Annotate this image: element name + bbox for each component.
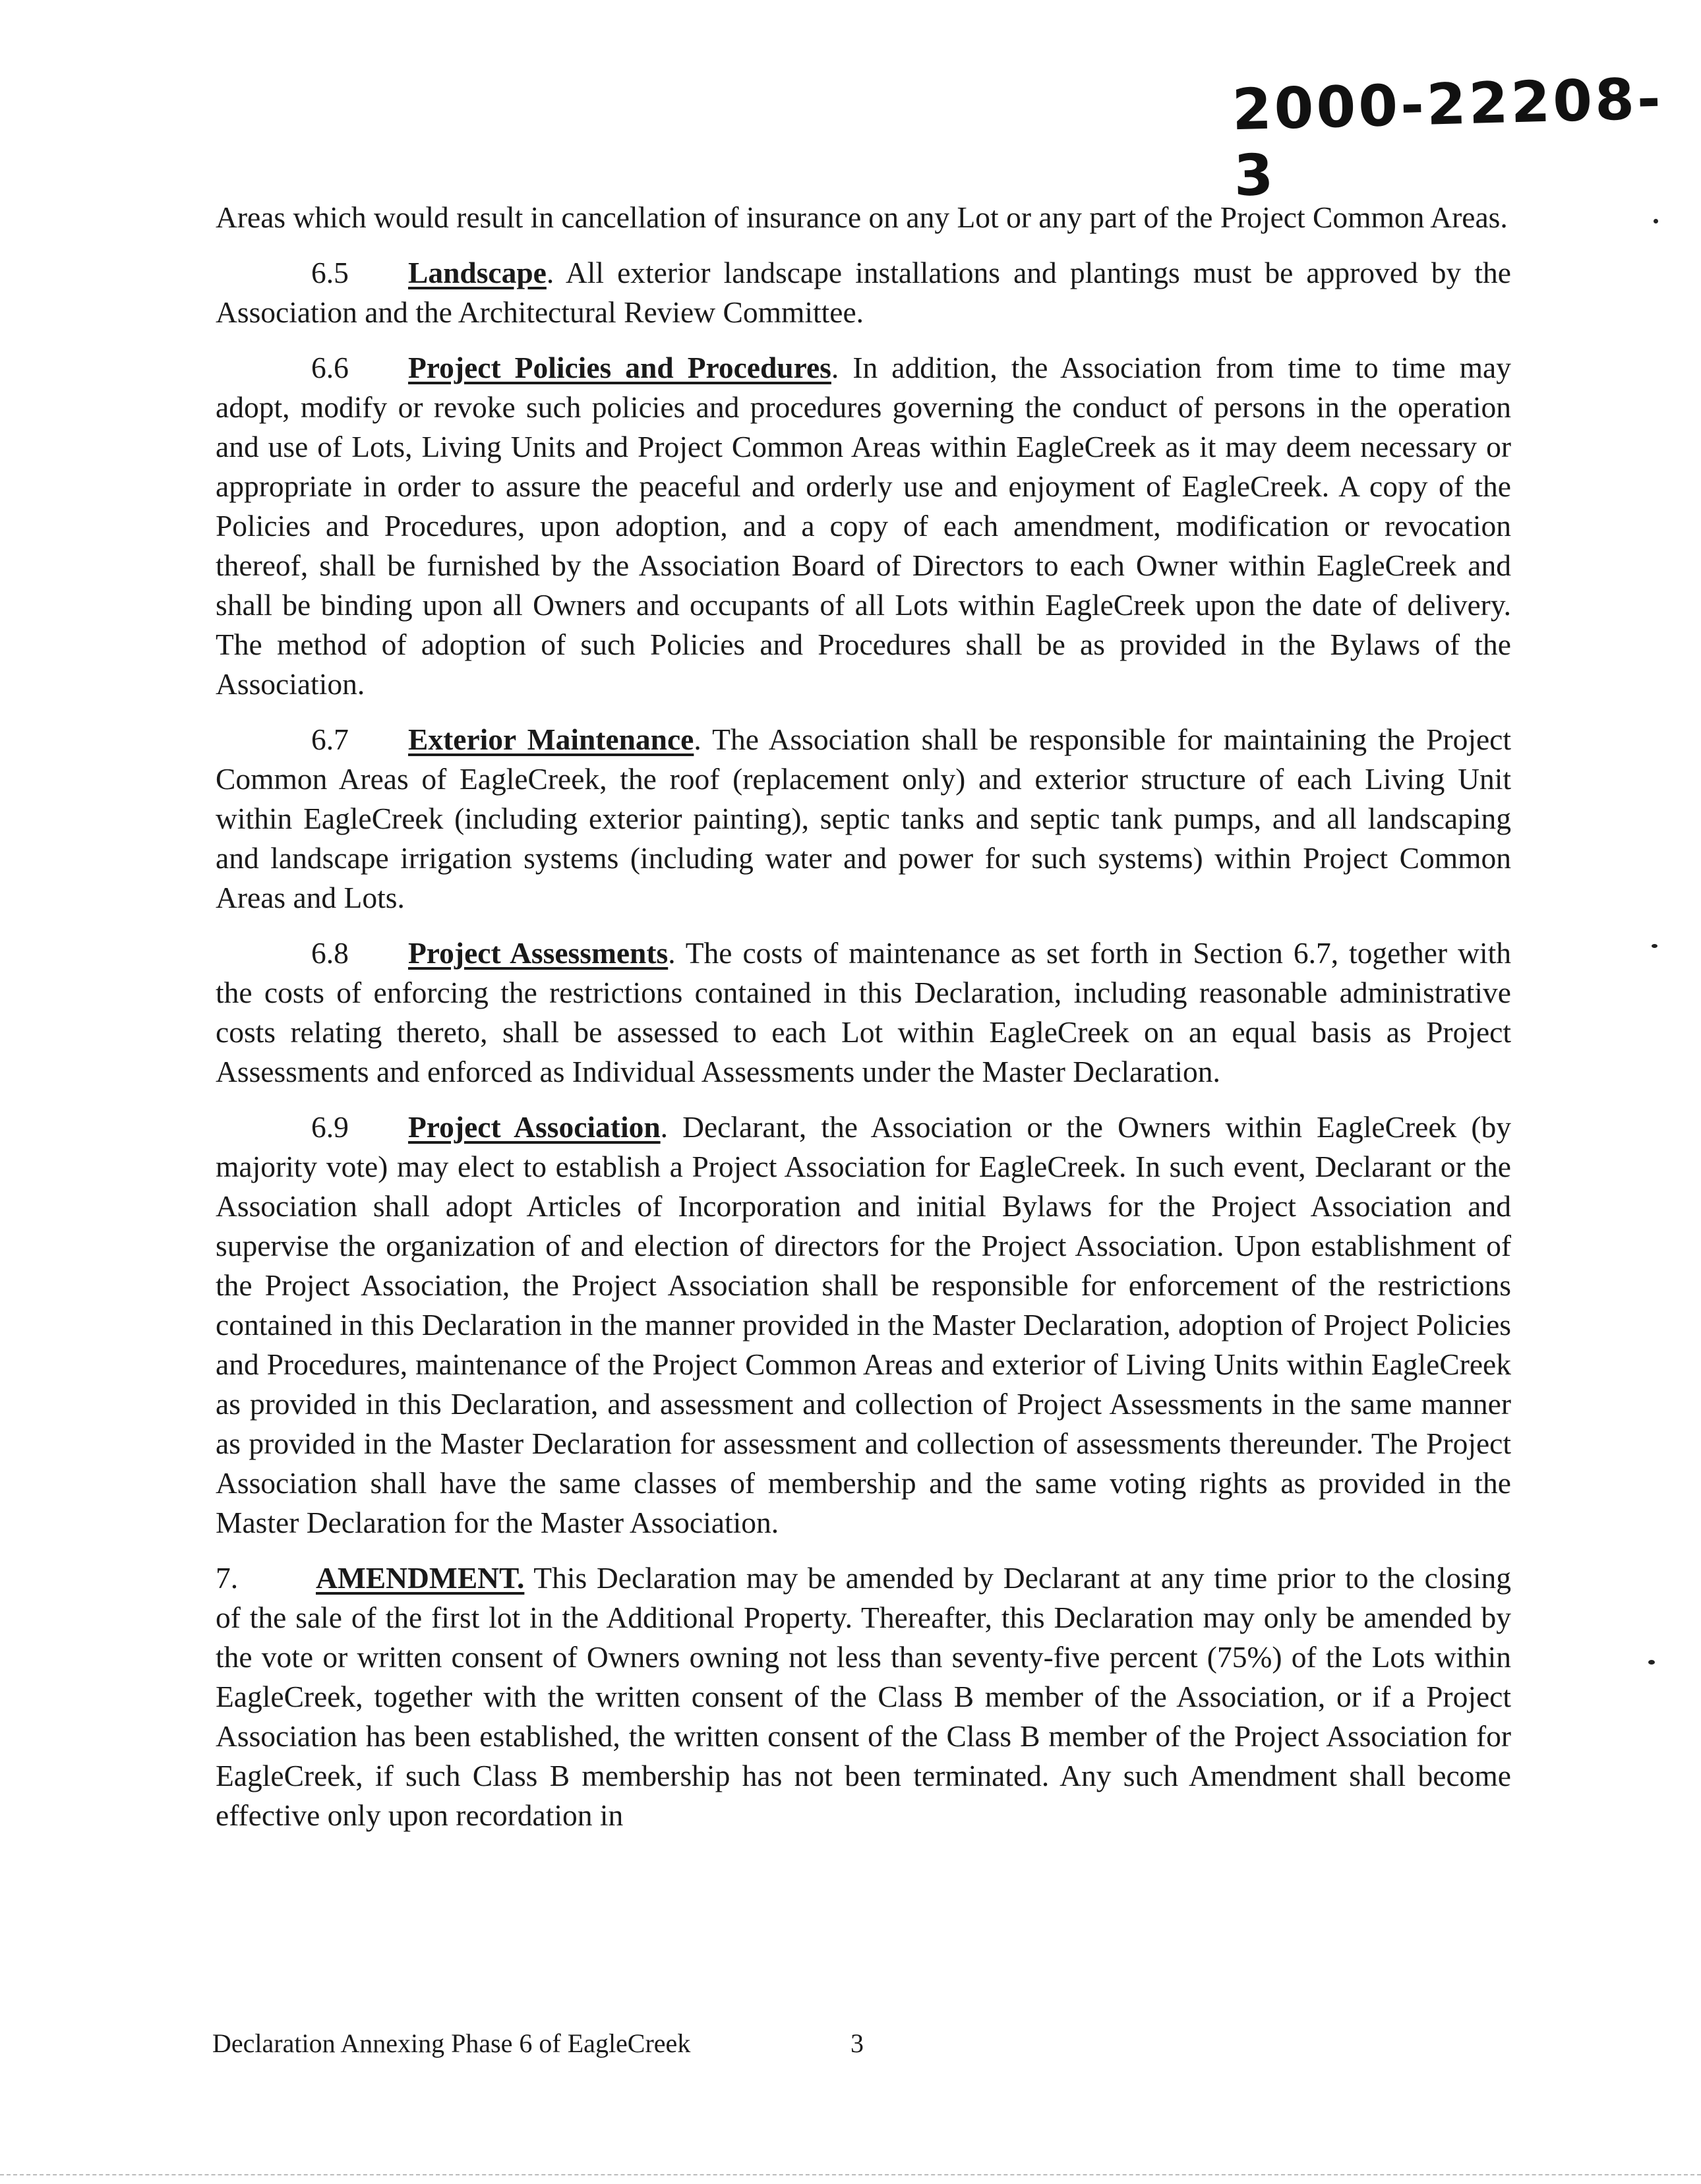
section-text: . In addition, the Association from time to time may adopt, modify or revoke such policies and procedures governing the conduct of persons in the operation and use of Lots, Living Units and Project Common Areas within EagleCreek as it may deem necessary or appropriate in order to assure the peaceful and orderly use and enjoyment of EagleCreek. A copy of the Policies and Procedures, upon adoption, and a copy of each amendment, modification or revocation thereof, shall be furnished by the Association Board of Directors to each Owner within EagleCreek and shall be binding upon all Owners and occupants of all Lots within EagleCreek upon the date of delivery. The method of adoption of such Policies and Procedures shall be as provided in the Bylaws of the Association. — [216, 351, 1511, 701]
section-6-8 — [216, 933, 1511, 1092]
scan-edge-artifact — [0, 2174, 1701, 2176]
section-text: . The Association shall be responsible for maintaining the Project Common Areas of EagleCreek, the roof (replacement only) and exterior structure of each Living Unit within EagleCreek (including exterior painting), septic tanks and septic tank pumps, and all landscaping and landscape irrigation systems (including water and power for such systems) within Project Common Areas and Lots. — [216, 723, 1511, 914]
section-number: 6.7 — [311, 723, 349, 756]
scan-speck — [1648, 1660, 1655, 1665]
footer-title: Declaration Annexing Phase 6 of EagleCreek — [212, 2028, 691, 2058]
section-7-amendment — [216, 1558, 1511, 1835]
section-heading: Landscape — [408, 256, 547, 289]
section-6-6 — [216, 348, 1511, 704]
section-number: 6.8 — [311, 936, 349, 970]
intro-paragraph: Areas which would result in cancellation of insurance on any Lot or any part of the Project Common Areas. — [216, 200, 1508, 234]
document-body — [216, 198, 1511, 1851]
section-number: 7. — [216, 1561, 239, 1595]
section-6-5 — [216, 253, 1511, 332]
section-heading: Exterior Maintenance — [408, 723, 694, 756]
section-text: . The costs of maintenance as set forth in Section 6.7, together with the costs of enforcing the restrictions contained in this Declaration, including reasonable administrative costs relating thereto, shall be assessed to each Lot within EagleCreek on an equal basis as Project Assessments and enforced as Individual Assessments under the Master Declaration. — [216, 936, 1511, 1088]
section-heading: AMENDMENT. — [316, 1561, 525, 1595]
section-number: 6.6 — [311, 351, 349, 384]
section-text: This Declaration may be amended by Declarant at any time prior to the closing of the sale of the first lot in the Additional Property. Thereafter, this Declaration may only be amended by the vote or written consent of Owners owning not less than seventy-five percent (75%) of the Lots within EagleCreek, together with the written consent of the Class B member of the Association, or if a Project Association has been established, the written consent of the Class B member of the Project Association for EagleCreek, if such Class B membership has not been terminated. Any such Amendment shall become effective only upon recordation in — [216, 1561, 1511, 1832]
section-heading: Project Association — [408, 1110, 661, 1144]
section-heading: Project Policies and Procedures — [408, 351, 831, 384]
section-heading: Project Assessments — [408, 936, 669, 970]
section-6-7 — [216, 720, 1511, 918]
section-text: . Declarant, the Association or the Owners within EagleCreek (by majority vote) may elect to establish a Project Association for EagleCreek. In such event, Declarant or the Association shall adopt Articles of Incorporation and initial Bylaws for the Project Association and supervise the organization of and election of directors for the Project Association. Upon establishment of the Project Association, the Project Association shall be responsible for enforcement of the restrictions contained in this Declaration in the manner provided in the Master Declaration, adoption of Project Policies and Procedures, maintenance of the Project Common Areas and exterior of Living Units within EagleCreek as provided in this Declaration, and assessment and collection of Project Assessments in the same manner as provided in the Master Declaration for assessment and collection of assessments thereunder. The Project Association shall have the same classes of membership and the same voting rights as provided in the Master Declaration for the Master Association. — [216, 1110, 1511, 1539]
section-number: 6.9 — [311, 1110, 349, 1144]
scan-speck — [1652, 944, 1657, 948]
section-number: 6.5 — [311, 256, 349, 289]
section-text: . All exterior landscape installations and plantings must be approved by the Association and the Architectural Review Committee. — [216, 256, 1511, 329]
section-6-9 — [216, 1107, 1511, 1543]
page-number: 3 — [850, 2028, 864, 2058]
handwritten-document-number: 2000-22208-3 — [1231, 66, 1664, 210]
scan-speck — [1654, 219, 1658, 223]
